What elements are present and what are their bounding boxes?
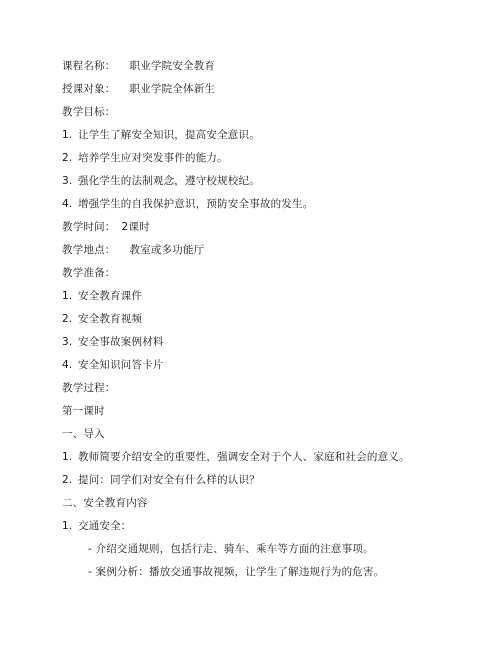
list-text: 安全事故案例材料: [78, 336, 164, 348]
preparation-item: [62, 335, 164, 349]
sub-list-item: - 介绍交通规则，包括行走、骑车、乘车等方面的注意事项。: [88, 543, 374, 555]
audience-label: 授课对象：: [62, 83, 116, 95]
teaching-time-label: 教学时间：: [62, 221, 116, 233]
teaching-time-value: 2课时: [121, 221, 150, 233]
process-item: [62, 450, 410, 464]
list-number: 2.: [62, 152, 73, 164]
process-item: [62, 519, 132, 533]
list-text: 强化学生的法制观念，遵守校规校纪。: [78, 175, 260, 187]
teaching-location-row: [62, 243, 204, 257]
teaching-location-value: 教室或多功能厅: [129, 244, 205, 256]
audience-value: 职业学院全体新生: [129, 83, 216, 95]
list-text: 安全教育课件: [78, 290, 143, 302]
preparation-item: [62, 289, 142, 303]
list-number: 4.: [62, 359, 73, 371]
objective-item: [62, 128, 260, 142]
course-name-label: 课程名称：: [62, 60, 116, 72]
course-name-row: [62, 59, 215, 73]
section-title: 一、导入: [62, 428, 105, 440]
list-number: 2.: [62, 474, 73, 486]
list-number: 1.: [62, 451, 73, 463]
list-text: 教师简要介绍安全的重要性，强调安全对于个人、家庭和社会的意义。: [78, 451, 410, 463]
list-number: 3.: [62, 336, 73, 348]
list-text: 让学生了解安全知识，提高安全意识。: [78, 129, 260, 141]
teaching-location-label: 教学地点：: [62, 244, 116, 256]
course-name-value: 职业学院安全教育: [129, 60, 216, 72]
teaching-time-row: [62, 220, 150, 234]
list-number: 1.: [62, 129, 73, 141]
process-heading: 教学过程：: [62, 382, 116, 394]
list-text: 交通安全：: [78, 520, 132, 532]
list-text: 提问：同学们对安全有什么样的认识？: [78, 474, 260, 486]
objective-item: [62, 174, 260, 188]
session-title: 第一课时: [62, 405, 105, 417]
sub-list-item: - 案例分析：播放交通事故视频，让学生了解违规行为的危害。: [88, 566, 385, 578]
list-text: 培养学生应对突发事件的能力。: [78, 152, 228, 164]
list-text: 增强学生的自我保护意识，预防安全事故的发生。: [78, 198, 314, 210]
audience-row: [62, 82, 215, 96]
list-number: 1.: [62, 290, 73, 302]
objective-item: [62, 151, 228, 165]
preparation-heading: 教学准备：: [62, 267, 116, 279]
process-item: [62, 473, 260, 487]
preparation-item: [62, 358, 164, 372]
section-title: 二、安全教育内容: [62, 497, 148, 509]
list-number: 1.: [62, 520, 73, 532]
list-text: 安全知识问答卡片: [78, 359, 164, 371]
objective-item: [62, 197, 313, 211]
objectives-heading: 教学目标：: [62, 106, 116, 118]
list-text: 安全教育视频: [78, 313, 143, 325]
list-number: 3.: [62, 175, 73, 187]
preparation-item: [62, 312, 142, 326]
list-number: 2.: [62, 313, 73, 325]
list-number: 4.: [62, 198, 73, 210]
